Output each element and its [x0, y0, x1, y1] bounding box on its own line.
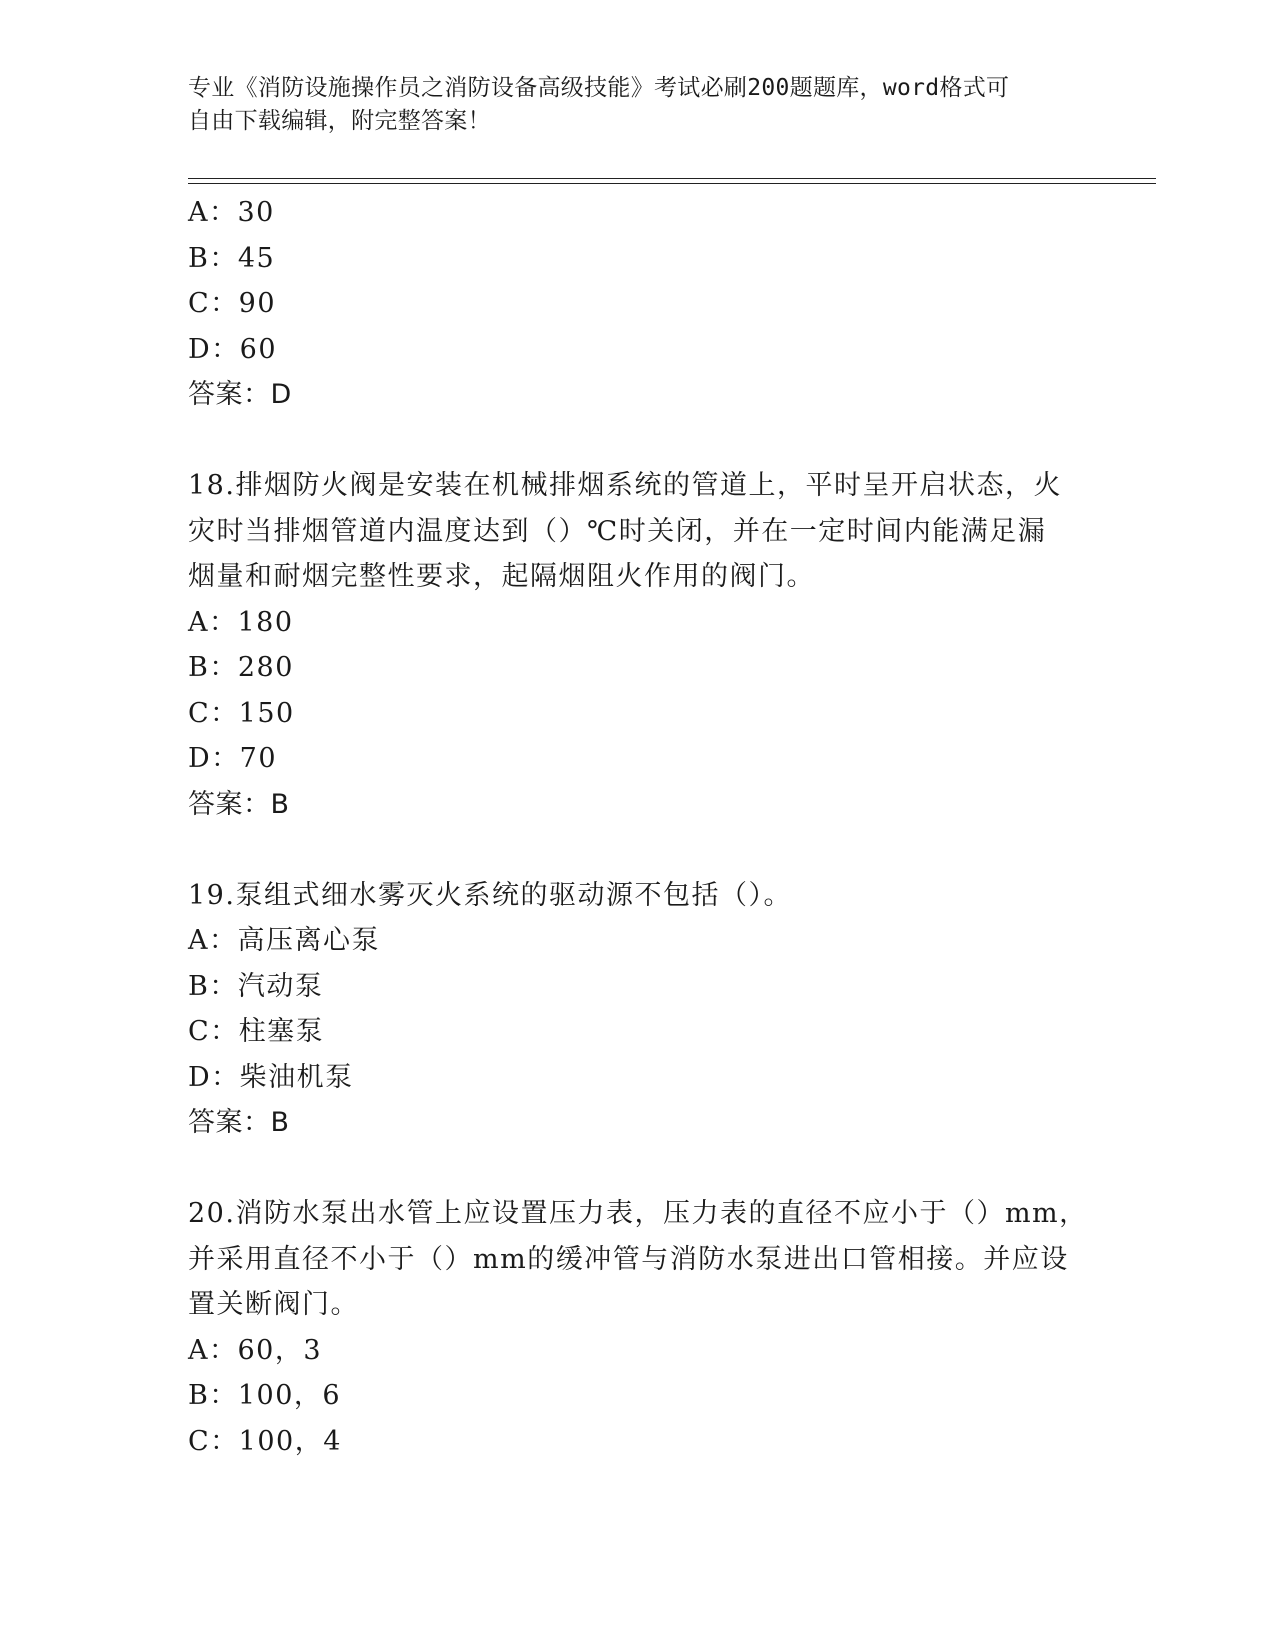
option-c: C：90 — [188, 288, 277, 319]
document-header — [188, 72, 1088, 138]
option-d: D：60 — [188, 333, 278, 365]
question-20 — [188, 1191, 1088, 1464]
question-text-line: 烟量和耐烟完整性要求，起隔烟阻火作用的阀门。 — [188, 561, 815, 592]
question-text-line: 19.泵组式细水雾灭火系统的驱动源不包括（）。 — [188, 879, 792, 911]
option-b: B：280 — [188, 652, 294, 683]
spacer — [188, 827, 1088, 873]
answer-line: 答案：B — [188, 788, 290, 820]
header-divider-bottom — [188, 183, 1156, 184]
question-text-line: 置关断阀门。 — [188, 1289, 359, 1320]
answer-line: 答案：B — [188, 1107, 290, 1138]
option-d: D：70 — [188, 743, 278, 774]
option-c: C：150 — [188, 697, 295, 729]
option-d: D：柴油机泵 — [188, 1061, 354, 1093]
answer-line: 答案：D — [188, 379, 292, 410]
option-b: B：汽动泵 — [188, 970, 324, 1002]
question-text-line: 并采用直径不小于（）mm的缓冲管与消防水泵进出口管相接。并应设 — [188, 1243, 1069, 1275]
spacer — [188, 1146, 1088, 1192]
question-19 — [188, 873, 1088, 1146]
option-a: A：180 — [188, 606, 294, 638]
question-list — [188, 190, 1088, 1464]
question-17 — [188, 190, 1088, 418]
option-a: A：高压离心泵 — [188, 925, 380, 956]
question-text-line: 灾时当排烟管道内温度达到（）℃时关闭，并在一定时间内能满足漏 — [188, 515, 1047, 547]
question-text-line: 18.排烟防火阀是安装在机械排烟系统的管道上，平时呈开启状态，火 — [188, 470, 1062, 501]
question-text-line: 20.消防水泵出水管上应设置压力表，压力表的直径不应小于（）mm， — [188, 1198, 1088, 1229]
option-b: B：100，6 — [188, 1380, 342, 1411]
spacer — [188, 418, 1088, 464]
option-c: C：100，4 — [188, 1425, 342, 1457]
option-a: A：30 — [188, 197, 275, 228]
header-divider-top — [188, 178, 1156, 179]
header-line-1: 专业《消防设施操作员之消防设备高级技能》考试必刷200题题库，word格式可 — [188, 75, 1010, 101]
option-c: C：柱塞泵 — [188, 1016, 325, 1047]
option-b: B：45 — [188, 242, 276, 274]
header-line-2: 自由下载编辑，附完整答案！ — [188, 108, 491, 134]
option-a: A：60，3 — [188, 1334, 323, 1366]
question-18 — [188, 463, 1088, 827]
